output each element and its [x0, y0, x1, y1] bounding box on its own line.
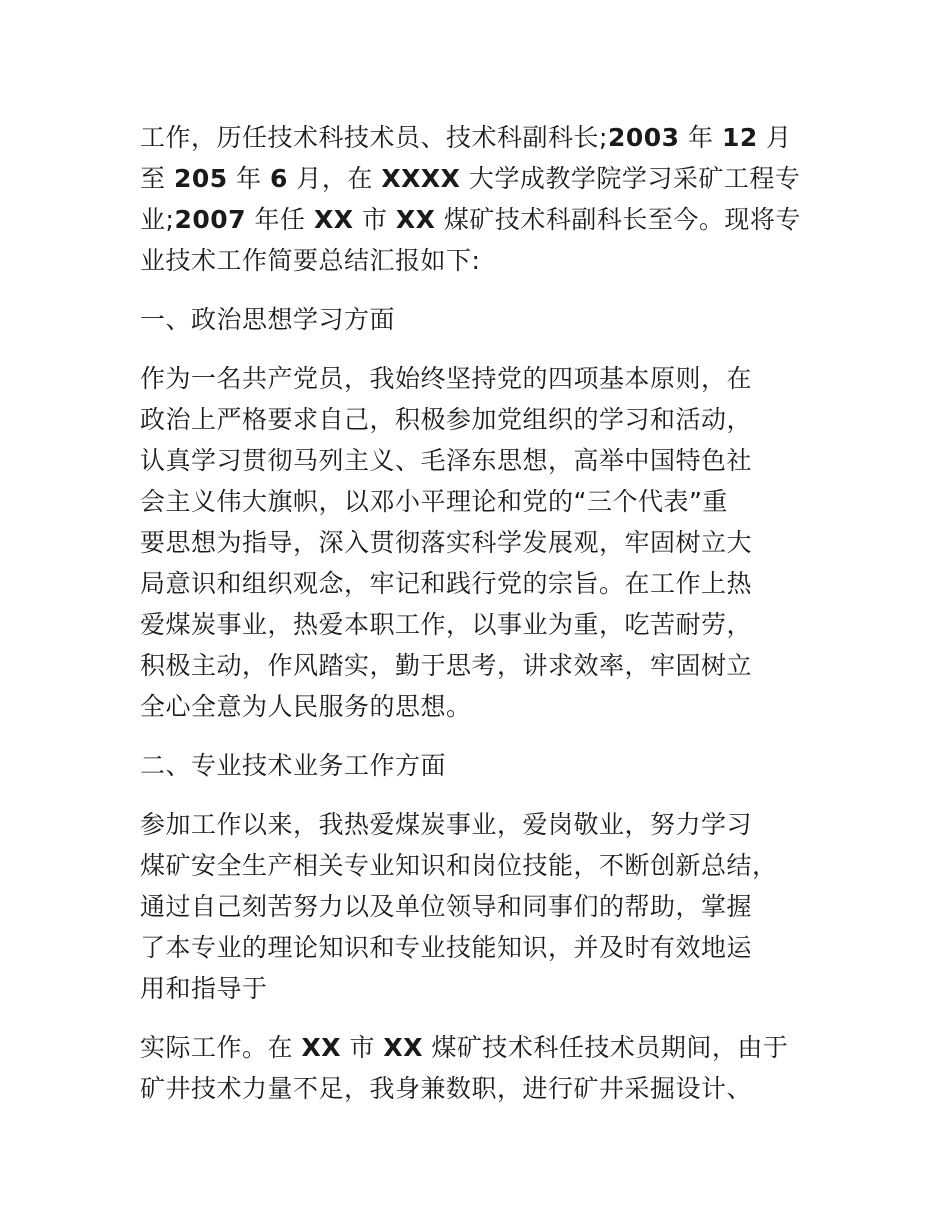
text-line: 局意识和组织观念，牢记和践行党的宗旨。在工作上热: [140, 569, 753, 598]
text-line: 积极主动，作风踏实，勤于思考，讲求效率，牢固树立: [140, 651, 753, 680]
text-span: 月: [757, 123, 792, 152]
placeholder-name: XX: [313, 205, 354, 234]
text-span: 月，在: [287, 164, 382, 193]
text-line: 全心全意为人民服务的思想。: [140, 692, 472, 721]
text-span: 工作，历任技术科技术员、技术科副科长;: [140, 123, 608, 152]
text-line: 用和指导于: [140, 974, 268, 1003]
paragraph-technical: [140, 804, 820, 1009]
text-span: 实际工作。在: [140, 1033, 302, 1062]
date-month: 12: [721, 123, 758, 152]
text-line: [140, 199, 820, 240]
text-line: 通过自己刻苦努力以及单位领导和同事们的帮助，掌握: [140, 892, 753, 921]
paragraph-political: [140, 358, 820, 727]
text-span: 市: [353, 205, 396, 234]
paragraph-intro: [140, 117, 820, 281]
text-line: 煤矿安全生产相关专业知识和岗位技能，不断创新总结，: [140, 851, 778, 880]
document-body: [140, 117, 820, 1127]
text-span: 年: [227, 164, 271, 193]
date-year: 2003: [607, 123, 680, 152]
date-year: 205: [173, 164, 228, 193]
placeholder-name: XX: [383, 1033, 423, 1062]
paragraph-practice: [140, 1027, 820, 1109]
text-line: 认真学习贯彻马列主义、毛泽东思想，高举中国特色社: [140, 446, 753, 475]
text-line: 业技术工作简要总结汇报如下:: [140, 246, 481, 275]
text-line: 作为一名共产党员，我始终坚持党的四项基本原则，在: [140, 364, 753, 393]
text-span: 煤矿技术科副科长至今。现将专: [435, 205, 801, 234]
placeholder-name: XXXX: [381, 164, 461, 193]
text-line: 会主义伟大旗帜，以邓小平理论和党的“三个代表”重: [140, 487, 728, 516]
date-year: 2007: [174, 205, 247, 234]
text-span: 市: [341, 1033, 384, 1062]
text-span: 煤矿技术科任技术员期间，由于: [422, 1033, 789, 1062]
placeholder-name: XX: [395, 205, 436, 234]
text-span: 至: [140, 164, 174, 193]
text-line: 爱煤炭事业，热爱本职工作，以事业为重，吃苦耐劳，: [140, 610, 753, 639]
text-line: 矿井技术力量不足，我身兼数职，进行矿井采掘设计、: [140, 1074, 753, 1103]
text-line: 参加工作以来，我热爱煤炭事业，爱岗敬业，努力学习: [140, 810, 753, 839]
section-heading-technical: 二、专业技术业务工作方面: [140, 751, 447, 780]
text-span: 年: [679, 123, 722, 152]
section-heading-political: 一、政治思想学习方面: [140, 305, 396, 334]
text-line: 了本专业的理论知识和专业技能知识，并及时有效地运: [140, 933, 753, 962]
text-line: [140, 158, 820, 199]
text-span: 业;: [140, 205, 175, 234]
placeholder-name: XX: [301, 1033, 342, 1062]
text-line: [140, 1027, 820, 1068]
text-span: 大学成教学院学习采矿工程专: [460, 164, 801, 193]
text-line: 政治上严格要求自己，积极参加党组织的学习和活动，: [140, 405, 753, 434]
text-line: 要思想为指导，深入贯彻落实科学发展观，牢固树立大: [140, 528, 753, 557]
text-span: 年任: [246, 205, 314, 234]
text-line: [140, 117, 820, 158]
date-month: 6: [270, 164, 288, 193]
